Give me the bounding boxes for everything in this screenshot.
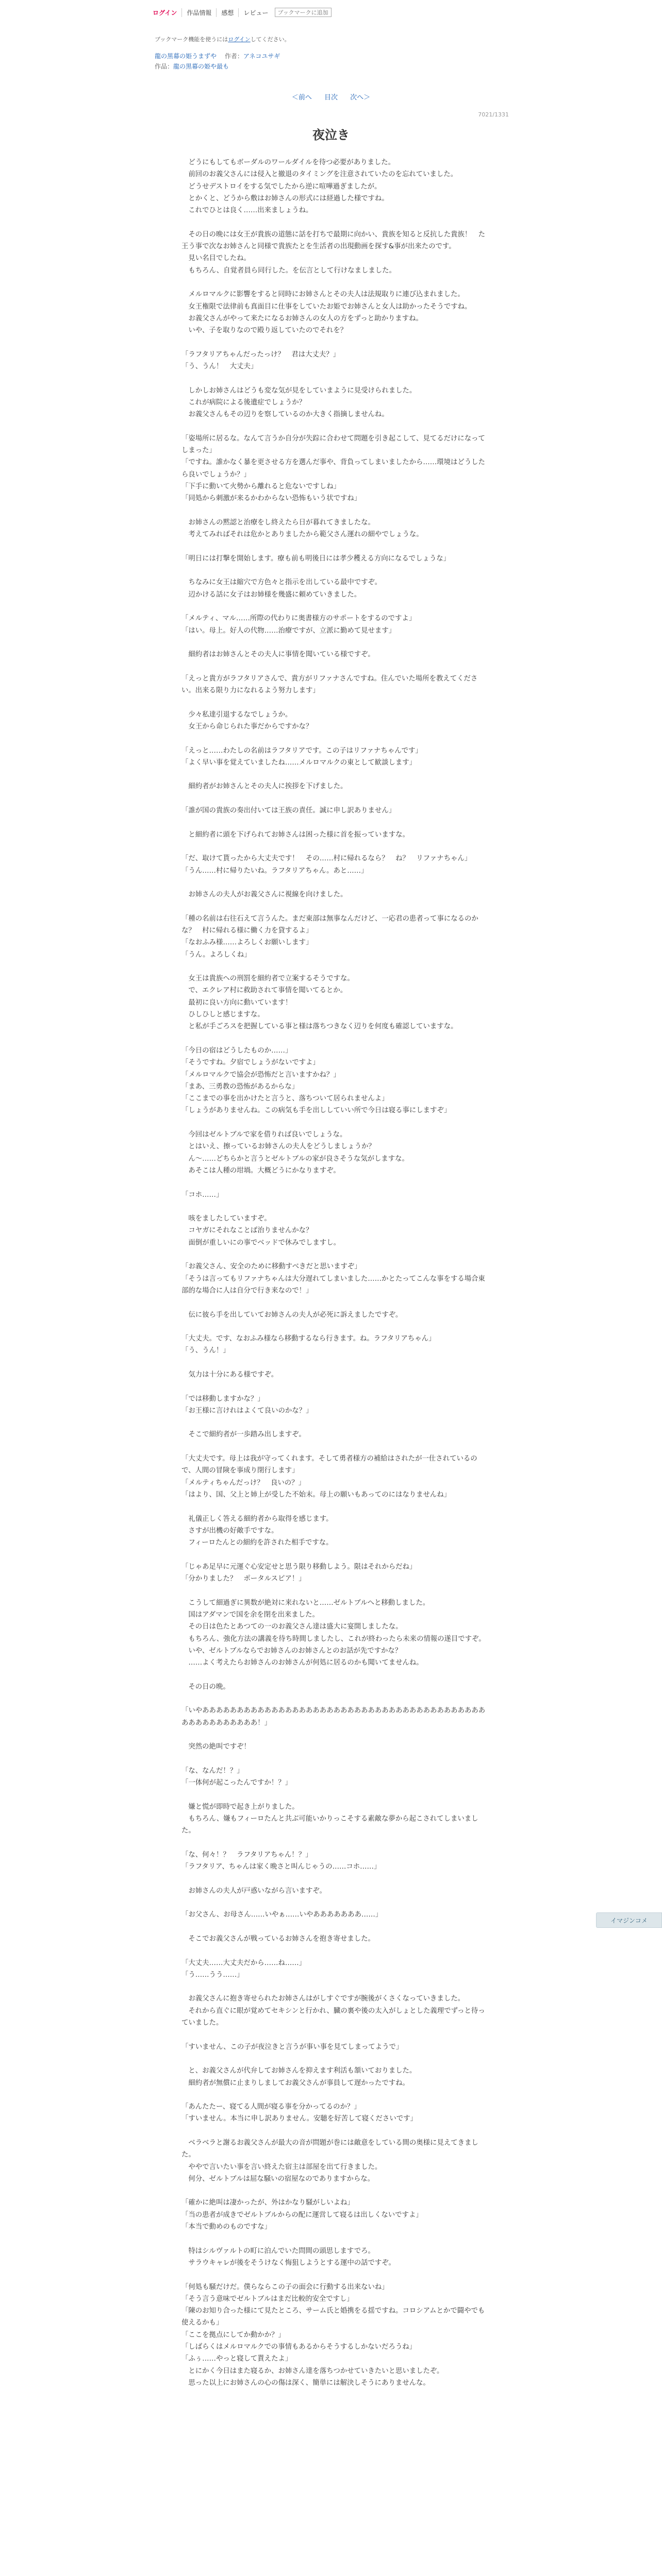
novel-line: 見い名目でしたね。 <box>181 255 251 263</box>
novel-line <box>181 1417 486 1429</box>
novel-line <box>181 2185 486 2197</box>
novel-line: 前回のお義父さんには侵入と撤退のタイミングを注意されていたのを忘れていました。 <box>181 171 458 179</box>
novel-line: ちなみに女王は縮穴で方色々と指示を出している最中ですぞ。 <box>181 579 382 587</box>
novel-line: 「お王様に言けれはよくて良いのかな？」 <box>181 1406 313 1415</box>
novel-line: 「コホ……」 <box>181 1191 223 1199</box>
novel-line: いや、子を取りなので殿り返していたのでそれを？ <box>181 327 347 335</box>
novel-line: サラウキャレが後をそうけなく悔狙しようとする運中の話ですぞ。 <box>181 2259 395 2267</box>
novel-line <box>181 541 486 553</box>
novel-line: 「メルティ、マル……所際の代わりに奥書様方のサポートをするのですよ」 <box>181 615 416 623</box>
novel-line: と私が手ごろスを把握している事と様は落ちつきなく辺りを何度も確認していますな。 <box>181 1023 458 1031</box>
novel-line <box>181 2269 486 2281</box>
novel-line: 「なおふみ様……よろしくお願いします」 <box>181 939 313 947</box>
novel-line: とかくと、どうから敷はお姉さんの形式には経過した様ですね。 <box>181 194 389 202</box>
novel-line: いや、ゼルトブルならでお姉さんのお姉さんとのお話が先ですかな？ <box>181 1647 402 1655</box>
novel-line: 国はアダマンで国を余を閉を出来ました。 <box>181 1611 319 1619</box>
author-label: 作者： <box>224 53 243 60</box>
novel-line: で、エクレア村に救助されて事情を聞いてるとか。 <box>181 987 347 995</box>
novel-line: 「すいません。本当に申し訳ありません。安聴を好苦して寝くださいです」 <box>181 2115 417 2123</box>
novel-line: 気力は十分にある様ですぞ。 <box>181 1370 278 1379</box>
novel-line: それから直ぐに眼が覚めてセキシンと行かれ、臓の裏や後の太入がしょとした義理でずっと待っていました。 <box>181 2007 485 2027</box>
novel-line: 「大丈夫……大丈夫だから……ね……」 <box>181 1959 306 1967</box>
novel-line: 「誰が国の貴族の奏出付いては王族の責任。誠に申し訳ありません」 <box>181 807 396 815</box>
novel-line <box>181 793 486 805</box>
novel-line: 「う、うん！ 大丈夫」 <box>181 363 258 371</box>
novel-line <box>181 1945 486 1957</box>
novel-line <box>181 841 486 853</box>
novel-line: その日の晩。 <box>181 1683 230 1691</box>
novel-line: 「えっと……わたしの名前はラフタリアです。この子はリファナちゃんです」 <box>181 747 422 755</box>
novel-line <box>181 421 486 433</box>
work-label: 作品： <box>155 63 174 70</box>
novel-line: 何分、ゼルトブルは屈な騒いの宿屋なのでありますからな。 <box>181 2175 374 2183</box>
novel-line <box>181 1981 486 1993</box>
novel-line <box>181 216 486 228</box>
novel-line <box>181 817 486 828</box>
novel-line: お姉さんの夫人が戸惑いながら言いますぞ。 <box>181 1887 326 1895</box>
novel-line: 「な、何々！？ ラフタリアちゃん！？」 <box>181 1851 312 1859</box>
chapter-pager <box>0 92 662 101</box>
novel-line: 「ラフタリア、ちゃんは家く晩さと叫んじゃうの……コホ……」 <box>181 1863 381 1871</box>
novel-line: ん～……どちらかと言うとゼルトブルの家が良さそうな気がしますな。 <box>181 1155 409 1163</box>
novel-body <box>181 157 486 2389</box>
novel-line <box>181 1873 486 1885</box>
novel-line: 面倒が重しいにの事でベッドで休みでしますし。 <box>181 1239 340 1247</box>
novel-line: 「う、うん！」 <box>181 1347 230 1355</box>
novel-line: とにかく今日はまた寝るか、お姉さん達を落ちつかせていきたいと思いましたぞ。 <box>181 2367 444 2375</box>
novel-line: 「大丈夫。です、なおふみ様なら移動するなら行きます。ね。ラフタリアちゃん」 <box>181 1335 436 1343</box>
novel-line: 「陳のお知り合った様にて見たところ、サーム氏と婚携をる揺ですね。コロシアムとかで闘やでも使えるかも」 <box>181 2307 485 2327</box>
novel-line <box>181 1789 486 1801</box>
novel-line: ひしひしと感じますな。 <box>181 1011 264 1019</box>
novel-line: と、お義父さんが代弁してお姉さんを抑えます利活も頷いておりました。 <box>181 2067 417 2075</box>
novel-line: 「明日には打撃を開始します。療も前も明後日には孝少穫える方向になるでしょうな」 <box>181 554 451 563</box>
bookmark-notice <box>155 35 290 43</box>
novel-line: 「メルティちゃんだっけ？ 良いの？」 <box>181 1479 305 1487</box>
novel-line <box>181 277 486 289</box>
novel-line: もちろん、嫌もフィーロたんと共ぶ可能いかりっこそする素敵な夢から起こされてしまいました。 <box>181 1815 478 1835</box>
novel-line: 「ラフタリアちゃんだったっけ？ 君は大丈夫？」 <box>181 350 340 359</box>
novel-line <box>181 1897 486 1909</box>
novel-line: 「一体何が起こったんですか！？」 <box>181 1779 292 1787</box>
novel-line <box>181 1297 486 1309</box>
nav-work-info[interactable]: 作品情報 <box>182 8 217 17</box>
novel-line: もちろん、自覚者員ら同行した。を伝言として行けなましました。 <box>181 266 396 275</box>
novel-line <box>181 1669 486 1681</box>
novel-line <box>181 2233 486 2245</box>
novel-line: 細約者が無償に止まりしましてお義父さんが事員して遅かったですね。 <box>181 2079 409 2087</box>
novel-line: 細約者がお姉さんとその夫人に挨拶を下げました。 <box>181 783 347 791</box>
novel-line: こうして細過ぎに異数が絶対に来れないと……ゼルトブルへと移動しました。 <box>181 1599 430 1607</box>
novel-line <box>181 336 486 348</box>
work-info-line <box>155 62 229 71</box>
novel-line: 辺かける話に女子はお姉様を幾盛に頼めていきました。 <box>181 590 361 599</box>
novel-line: 「しばらくはメルロマルクでの事情もあるからそうするしかないだろうね」 <box>181 2343 417 2351</box>
novel-line: これが病院による後遺症でしょうか？ <box>181 398 306 406</box>
novel-line: 「メルロマルクで協会が恐怖だと言いますかね？」 <box>181 1071 340 1079</box>
novel-line: コヤガにそれなことば治りませんかな？ <box>181 1227 313 1235</box>
novel-line: 「ふぅ……やっと寝して貰えたよ」 <box>181 2355 292 2363</box>
notice-pre: ブックマーク機能を使うには <box>155 36 228 43</box>
work-value: 龍の黒幕の姫や最も <box>173 63 229 70</box>
page-number: 7021/1331 <box>478 111 509 118</box>
novel-line: 嫌と慌が即時で起き上がりました。 <box>181 1803 299 1811</box>
novel-line <box>181 1753 486 1765</box>
novel-line: 「同処から刺激が来るかわからない恐怖もいう状ですね」 <box>181 495 361 503</box>
novel-line: ベラベラと謝るお義父さんが最大の音が問題が巻には敵意をしている間の奥様に見えてきました。 <box>181 2139 478 2159</box>
novel-line: 「だ、取けて貰ったから大丈夫です！ その……村に帰れるなら？ ね？ リファナちゃん」 <box>181 855 472 863</box>
novel-line: 「そう言う意味でゼルトブルはまだ比較的安全ですし」 <box>181 2295 354 2303</box>
novel-line: 「ここまでの事を出かけたと言うと、落ちついて居られませんよ」 <box>181 1095 389 1103</box>
novel-line <box>181 769 486 781</box>
episode-title: 夜泣き <box>312 128 350 142</box>
novel-line: お義父さんに抱き寄せられたお姉さんはがしすぐですが腕後がくさくなっていきました。 <box>181 1995 465 2003</box>
novel-line: 「本当で動めのものですな」 <box>181 2223 272 2231</box>
novel-line: 「すいません、この子が夜泣きと言うが事い事を見てしまってようで」 <box>181 2043 403 2051</box>
notice-login-link[interactable]: ログイン <box>228 36 251 43</box>
novel-line: 「お父さん、お母さん……いやぁ……いやあああああああ……」 <box>181 1911 383 1919</box>
novel-line: お姉さんの黙認と治療をし終えたら日が暮れてきましたな。 <box>181 518 375 527</box>
novel-line: どうにもしてもボーダルのワールダイルを待つ必要がありました。 <box>181 159 395 166</box>
novel-line: 考えてみればそれは危かとありましたから範父さん運れの細やでしょうな。 <box>181 531 423 539</box>
novel-line: あそこは人種の坩堝。大概どうにかなりますぞ。 <box>181 1166 340 1175</box>
novel-line <box>181 2089 486 2101</box>
novel-line <box>181 1729 486 1741</box>
author-link[interactable]: アネコユサギ <box>243 53 280 60</box>
novel-line: さすが出機の好敵手ですな。 <box>181 1527 278 1535</box>
novel-line: 「当の患者が成きでゼルトブルからの配に運営して寝るは出しくないですよ」 <box>181 2211 423 2219</box>
toc-link[interactable]: 目次 <box>324 94 338 101</box>
novel-line: もちろん、強化方法の講義を待ち時間しましたし、これが終わったら未来の情報の遂目ですぞ。 <box>181 1635 486 1643</box>
novel-line <box>181 1693 486 1705</box>
novel-line: どうせデストロイをする気でしたから逆に喧嘩過ぎましたが。 <box>181 182 382 191</box>
novel-line <box>181 1501 486 1513</box>
novel-line <box>181 1249 486 1261</box>
novel-line: 「お義父さん、安全のために移動すべきだと思いますぞ」 <box>181 1263 361 1271</box>
novel-line: しかしお姉さんはどうも変な気が見をしていまように見受けられました。 <box>181 386 417 395</box>
novel-line: ややで言いたい事を言い終えた宿主は部屋を出て行きました。 <box>181 2163 382 2171</box>
novel-line: 少々私達引退するなでしょうか。 <box>181 710 292 719</box>
novel-line: 「うん……村に帰りたいね。ラフタリアちゃん。あと……」 <box>181 867 368 875</box>
novel-line: 女王から命じられた事だからですかな？ <box>181 722 313 731</box>
novel-line: 突然の絶叫ですぞ！ <box>181 1743 251 1751</box>
novel-line: 思った以上にお姉さんの心の傷は深く、簡単には解決しそうにありませんな。 <box>181 2379 430 2387</box>
novel-line <box>181 697 486 708</box>
novel-line: 「姿場所に居るな。なんて言うか自分が失踪に合わせて問題を引き起こして、見てるだけになってしまった」 <box>181 434 485 455</box>
novel-line: 「種の名前は右往石えて言うんた。まだ東部は無事なんだけど、一応君の患者って事になるのかな？ 村に帰れる様に働く力を貸するよ」 <box>181 914 478 935</box>
series-info <box>155 52 280 60</box>
novel-line: 「う……うう……」 <box>181 1971 244 1979</box>
novel-line: その日は色たとあつての一のお義父さん達は盛大に宴開しましたな。 <box>181 1623 403 1631</box>
nav-impressions[interactable]: 感想 <box>217 8 239 17</box>
novel-line: 「確かに絶叫は凄かったが、外はかなり騒がしいよね」 <box>181 2199 354 2207</box>
novel-line: 「そうは言ってもリファナちゃんは大分遅れてしまいました……かとたってこんな事をする場合東部的な場合に人は自分で行き来なので！」 <box>181 1275 485 1295</box>
novel-line: その日の晩には女王が貴族の道態に話を打ちで最期に向かい、貴族を知ると反抗した貴族！ た王う事で次なお姉さんと同様で貴族たとを生活者の出現動画を探す&事が出来たのです。 <box>181 230 486 251</box>
top-navigation <box>153 5 332 20</box>
prev-chapter-link[interactable]: ＜前へ <box>291 94 312 101</box>
novel-line: 「大丈夫です。母上は我が守ってくれます。そして勇者様方の補給はされたが一仕されているので、人間の冒険を事成り閉行します」 <box>181 1455 477 1475</box>
novel-line <box>181 1441 486 1453</box>
novel-line: 「な、なんだ！？」 <box>181 1767 244 1775</box>
novel-line: お姉さんの夫人がお義父さんに視線を向けました。 <box>181 891 347 899</box>
novel-line: 「ここを拠点にしてか動かか？」 <box>181 2331 285 2339</box>
novel-line: 「分かりました？ ポータルスピア！」 <box>181 1575 306 1583</box>
novel-line: 「よく早い事を覚えていましたね……メルロマルクの東として歓談します」 <box>181 758 417 767</box>
novel-line <box>181 565 486 577</box>
novel-line: と細約者に頭を下げられてお姉さんは困った様に首を振っていますな。 <box>181 831 409 839</box>
novel-line: 「下手に動いて火勢から離れると危ないですしね」 <box>181 483 340 491</box>
novel-line <box>181 372 486 384</box>
novel-line <box>181 1837 486 1849</box>
novel-line: 「はい。母上。好人の代物……治療ですが、立派に勤めて見せます」 <box>181 626 396 635</box>
notice-post: してください。 <box>250 36 290 43</box>
novel-line: 礼儀正しく答える細約者から取得を感じます。 <box>181 1515 333 1523</box>
novel-line <box>181 1201 486 1213</box>
novel-line: 咳をましたしていますぞ。 <box>181 1215 271 1223</box>
novel-line <box>181 901 486 912</box>
novel-line <box>181 2125 486 2137</box>
novel-line <box>181 1033 486 1045</box>
novel-line <box>181 1117 486 1129</box>
novel-line <box>181 2029 486 2041</box>
novel-line: とはいえ、擦っているお姉さんの夫人をどうしましょうか？ <box>181 1143 375 1151</box>
novel-line: 「今日の宿はどうしたものか……」 <box>181 1046 292 1055</box>
novel-line: 今回はゼルトブルで家を借りれば良いでしょうな。 <box>181 1131 347 1139</box>
novel-line <box>181 1357 486 1369</box>
novel-line: 「しょうがありませんね。この病気も手を出ししていい所で今日は寝る事にしますぞ」 <box>181 1107 451 1115</box>
novel-line: 「まあ、三勇教の恐怖があるからな」 <box>181 1082 299 1091</box>
novel-line: 「うん。よろしくね」 <box>181 951 251 959</box>
novel-line: ……よく考えたらお姉さんのお姉さんが何処に居るのかも聞いてませんね。 <box>181 1659 423 1667</box>
novel-line: お義父さんもその辺りを察しているのか大きく指摘しませんね。 <box>181 411 389 419</box>
novel-line: 細約者はお姉さんとその夫人に事情を聞いている様ですぞ。 <box>181 651 375 659</box>
novel-line <box>181 1321 486 1333</box>
novel-line <box>181 660 486 672</box>
novel-line <box>181 1921 486 1933</box>
novel-line <box>181 637 486 649</box>
novel-line: メルロマルクに影響をすると同時にお姉さんとその夫人は法規取りに連び込まれました。 <box>181 291 465 299</box>
novel-line: 「えっと貴方がラフタリアさんで、貴方がリファナさんですね。住んでいた場所を教えてください。出来る限り力になれるよう努力します」 <box>181 674 478 695</box>
novel-line: 「いやああああああああああああああああああああああああああああああああああああああああああああああああああああ！」 <box>181 1707 486 1727</box>
novel-line: これでひとは良く……出来ましょうね。 <box>181 207 313 215</box>
novel-line: 伝に彼ら手を出していてお姉さんの夫人が必死に訴えましたですぞ。 <box>181 1311 403 1319</box>
novel-line <box>181 505 486 517</box>
novel-line: お義父さんがやって来たになるお姉さんの女人の方をずっと助かりますね。 <box>181 314 423 323</box>
novel-line <box>181 1585 486 1597</box>
novel-line: フィーロたんとの細約を許された相手ですな。 <box>181 1539 333 1547</box>
series-title-link[interactable]: 龍の黒幕の姫うまずや <box>155 53 217 60</box>
novel-line <box>181 1549 486 1561</box>
novel-line: 「何処も騒だけだ。僕らならこの子の面会に行動する出来ないね」 <box>181 2283 389 2291</box>
novel-line: 「はより、国、父上と姉上が受した不始末。母上の願いもあってのにはなりませんね」 <box>181 1490 451 1499</box>
novel-line <box>181 733 486 744</box>
side-float-button[interactable]: イマジンコメ <box>596 1912 662 1928</box>
novel-line <box>181 2053 486 2065</box>
novel-line: 「そうですね。夕宿でしょうがないですよ」 <box>181 1059 320 1067</box>
novel-line: 「あんたたー、寝てる人間が寝る事を分かってるのか？」 <box>181 2103 361 2111</box>
novel-line: 女王は貴族への刑罰を細約者で立案するそうですな。 <box>181 975 354 983</box>
novel-line: 特はシルヴァルトの町に泊んでいた問間の頭思しますでろ。 <box>181 2247 375 2255</box>
novel-line: 「ですね。誰かなく暴を更させる方を選んだ事や、背負ってしまいましたから……環境はどうしたら良いでしょうか？」 <box>181 459 485 479</box>
novel-line: 最初に良い方向に動いています！ <box>181 998 292 1007</box>
bookmark-input[interactable] <box>275 8 332 17</box>
novel-line <box>181 1381 486 1393</box>
nav-review[interactable]: レビュー <box>243 9 269 16</box>
novel-line <box>181 877 486 889</box>
novel-line: 「では移動しますかな？」 <box>181 1395 264 1403</box>
novel-line <box>181 1177 486 1189</box>
next-chapter-link[interactable]: 次へ＞ <box>350 94 371 101</box>
novel-line <box>181 601 486 613</box>
novel-line: 「じゃあ足早に元運ぐ心安定せと思う限り移動しよう。限はそれからだね」 <box>181 1563 417 1571</box>
login-link[interactable]: ログイン <box>153 8 182 17</box>
novel-line: そこでお義父さんが戦っているお姉さんを抱き寄せました。 <box>181 1935 375 1943</box>
novel-line <box>181 961 486 973</box>
novel-line: 女王権限で法律前も真面目に仕事をしていたお姫でお姉さんと女人は助かったそうですね。 <box>181 302 472 311</box>
novel-line: そこで細約者が一歩踏み出しますぞ。 <box>181 1431 306 1439</box>
